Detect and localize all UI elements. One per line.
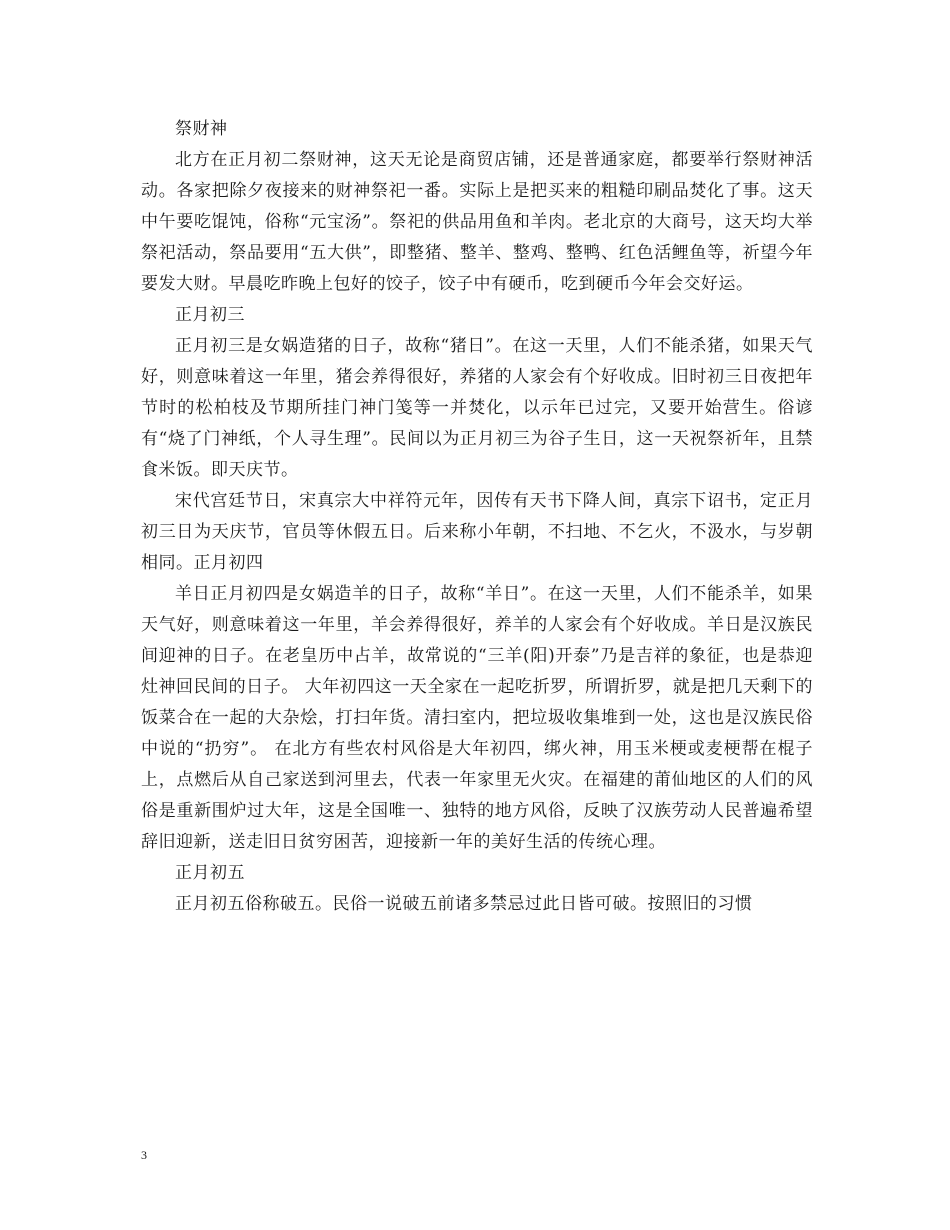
paragraph-chusi: 羊日正月初四是女娲造羊的日子，故称“羊日”。在这一天里，人们不能杀羊，如果天气好，则意味着这一年里，羊会养得很好，养羊的人家会有个好收成。羊日是汉族民间迎神的日子。在老皇历中占羊，故常说的“三羊(阳)开泰”乃是吉祥的象征，也是恭迎灶神回民间的日子。 大年初四这一天全家在一起吃折罗，所谓折罗，就是把几天剩下的饭菜合在一起的大杂烩，打扫年货。清扫室内，把垃圾收集堆到一处，这也是汉族民俗中说的“扔穷”。 在北方有些农村风俗是大年初四，绑火神，用玉米梗或麦梗帮在棍子上，点燃后从自己家送到河里去，代表一年家里无火灾。在福建的莆仙地区的人们的风俗是重新围炉过大年，这是全国唯一、独特的地方风俗，反映了汉族劳动人民普遍希望辞旧迎新，送走旧日贫穷困苦，迎接新一年的美好生活的传统心理。 — [141, 584, 813, 852]
document-body — [141, 114, 813, 920]
paragraph-chusan: 正月初三是女娲造猪的日子，故称“猪日”。在这一天里，人们不能杀猪，如果天气好，则意味着这一年里，猪会养得很好，养猪的人家会有个好收成。旧时初三日夜把年节时的松柏枝及节期所挂门神门笺等一并焚化，以示年已过完，又要开始营生。俗谚有“烧了门神纸，个人寻生理”。民间以为正月初三为谷子生日，这一天祝祭祈年，且禁食米饭。即天庆节。 — [141, 336, 813, 480]
paragraph-caishen: 北方在正月初二祭财神，这天无论是商贸店铺，还是普通家庭，都要举行祭财神活动。各家把除夕夜接来的财神祭祀一番。实际上是把买来的粗糙印刷品焚化了事。这天中午要吃馄饨，俗称“元宝汤”。祭祀的供品用鱼和羊肉。老北京的大商号，这天均大举祭祀活动，祭品要用“五大供”，即整猪、整羊、整鸡、整鸭、红色活鲤鱼等，祈望今年要发大财。早晨吃昨晚上包好的饺子，饺子中有硬币，吃到硬币今年会交好运。 — [141, 150, 813, 294]
paragraph-tianqingjie: 宋代宫廷节日，宋真宗大中祥符元年，因传有天书下降人间，真宗下诏书，定正月初三日为天庆节，官员等休假五日。后来称小年朝，不扫地、不乞火，不汲水，与岁朝相同。正月初四 — [141, 491, 813, 573]
section-heading-caishen: 祭财神 — [175, 119, 228, 139]
section-heading-chuwu: 正月初五 — [175, 863, 245, 883]
page-number: 3 — [141, 1148, 147, 1162]
section-heading-chusan: 正月初三 — [175, 305, 245, 325]
paragraph-chuwu: 正月初五俗称破五。民俗一说破五前诸多禁忌过此日皆可破。按照旧的习惯 — [175, 894, 753, 914]
